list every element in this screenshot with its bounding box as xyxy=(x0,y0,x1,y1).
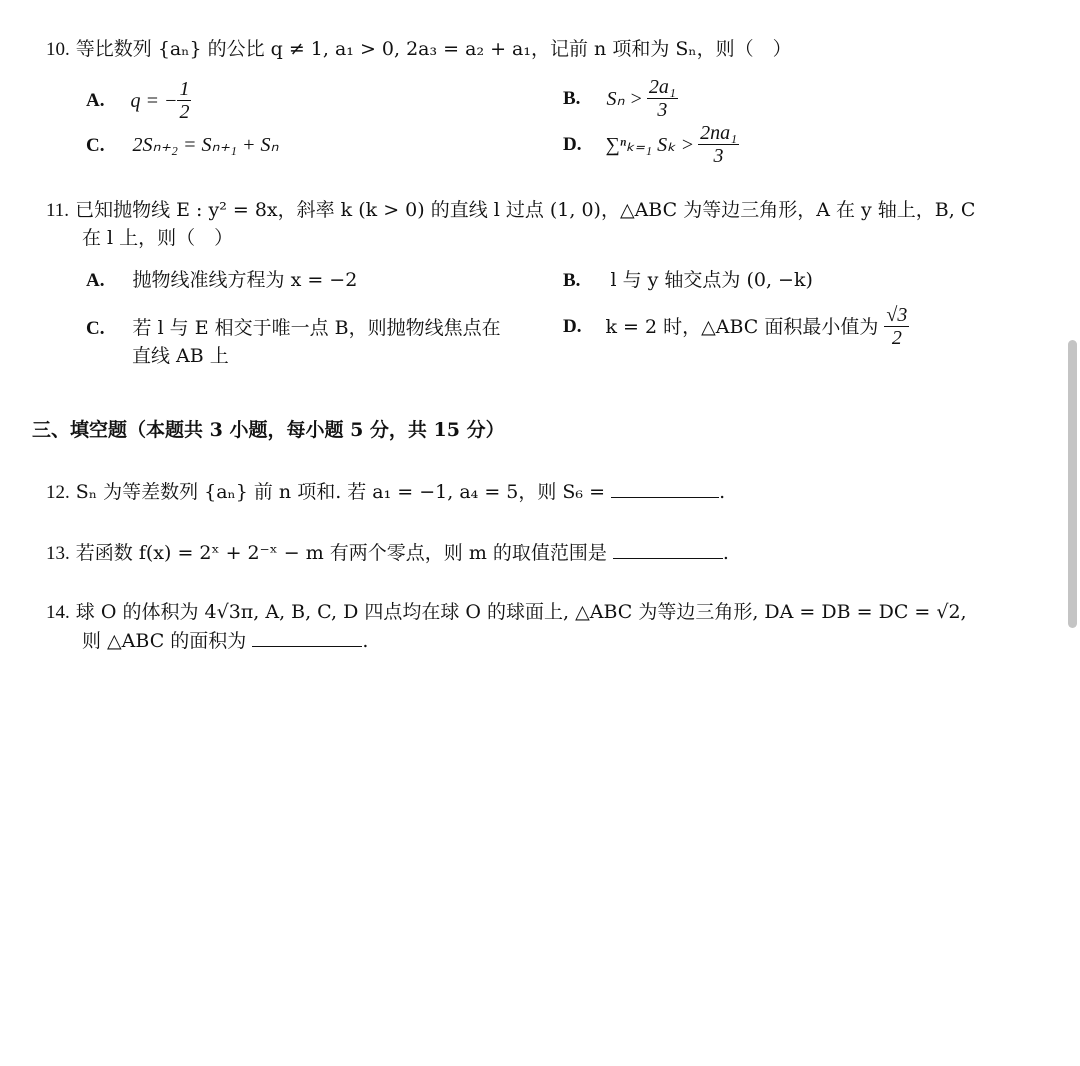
option-text: Sₙ > xyxy=(606,87,643,110)
option-label: B. xyxy=(563,270,581,291)
q11-option-b[interactable] xyxy=(563,268,813,293)
question-number: 14. xyxy=(46,602,70,623)
question-text: Sₙ 为等差数列 {aₙ} 前 n 项和. 若 a₁ = −1, a₄ = 5，则 S₆ = xyxy=(75,481,606,503)
q11-option-a[interactable] xyxy=(86,268,357,293)
question-14-cont xyxy=(82,628,368,653)
period: . xyxy=(719,481,726,503)
q11-option-c[interactable] xyxy=(86,316,501,341)
option-text: q = − xyxy=(130,89,178,112)
question-13 xyxy=(46,540,729,566)
question-number: 10. xyxy=(46,39,70,60)
q11-option-d[interactable] xyxy=(563,304,909,349)
question-text: 则 △ABC 的面积为 xyxy=(82,630,247,652)
fraction-denominator: 3 xyxy=(713,145,724,167)
fraction-denominator: 3 xyxy=(657,99,668,121)
question-text: 球 O 的体积为 4√3π, A, B, C, D 四点均在球 O 的球面上, △ABC 为等边三角形, DA = DB = DC = √2, xyxy=(75,601,967,623)
fraction xyxy=(177,78,191,123)
period: . xyxy=(722,542,729,564)
q10-option-a[interactable] xyxy=(86,78,191,123)
section-title: 三、填空题（本题共 3 小题，每小题 5 分，共 15 分） xyxy=(32,419,505,441)
fraction-numerator: √3 xyxy=(886,304,908,326)
q10-option-c[interactable] xyxy=(86,133,278,158)
option-text: 2Sₙ₊₂ = Sₙ₊₁ + Sₙ xyxy=(132,134,279,156)
q10-option-b[interactable] xyxy=(563,76,678,121)
option-text: 抛物线准线方程为 x = −2 xyxy=(132,269,358,291)
option-text: ∑ⁿₖ₌₁ Sₖ > xyxy=(605,133,695,156)
period: . xyxy=(362,630,369,652)
option-label: C. xyxy=(86,135,105,156)
question-text: 已知抛物线 E : y² = 8x，斜率 k (k > 0) 的直线 l 过点 (1, 0)，△ABC 为等边三角形，A 在 y 轴上，B, C xyxy=(75,199,976,221)
fraction xyxy=(698,122,739,167)
fraction-denominator: 2 xyxy=(179,101,190,123)
question-11-stem xyxy=(46,198,975,223)
q11-option-c-cont: 直线 AB 上 xyxy=(132,345,229,367)
answer-blank[interactable] xyxy=(611,479,719,498)
scrollbar-track[interactable] xyxy=(1066,0,1080,1066)
question-text: 等比数列 {aₙ} 的公比 q ≠ 1, a₁ > 0, 2a₃ = a₂ + a₁，记前 n 项和为 Sₙ，则（ ） xyxy=(75,38,792,60)
option-label: D. xyxy=(563,133,582,155)
fraction-numerator: 1 xyxy=(179,78,190,100)
option-label: B. xyxy=(563,87,581,109)
option-label: D. xyxy=(563,315,582,337)
question-number: 13. xyxy=(46,543,70,564)
option-label: C. xyxy=(86,318,105,339)
question-12 xyxy=(46,479,725,505)
option-text: k = 2 时，△ABC 面积最小值为 xyxy=(605,315,879,338)
option-text: l 与 y 轴交点为 (0, −k) xyxy=(610,269,813,291)
answer-blank[interactable] xyxy=(613,540,723,559)
question-number: 12. xyxy=(46,482,70,503)
question-11-stem-cont: 在 l 上，则（ ） xyxy=(82,227,234,249)
option-label: A. xyxy=(86,89,105,111)
question-10-stem xyxy=(46,37,792,62)
answer-blank[interactable] xyxy=(252,628,362,647)
question-text: 若函数 f(x) = 2ˣ + 2⁻ˣ − m 有两个零点，则 m 的取值范围是 xyxy=(75,542,607,564)
fraction xyxy=(884,304,909,349)
option-text: 若 l 与 E 相交于唯一点 B，则抛物线焦点在 xyxy=(132,317,501,339)
question-number: 11. xyxy=(46,200,70,221)
q10-option-d[interactable] xyxy=(563,122,739,167)
scrollbar-thumb[interactable] xyxy=(1068,340,1077,628)
fraction-numerator: 2a₁ xyxy=(648,76,676,98)
fraction xyxy=(647,76,678,121)
fraction-denominator: 2 xyxy=(891,327,902,349)
fraction-numerator: 2na₁ xyxy=(700,122,738,144)
option-label: A. xyxy=(86,270,105,291)
question-14 xyxy=(46,600,967,625)
